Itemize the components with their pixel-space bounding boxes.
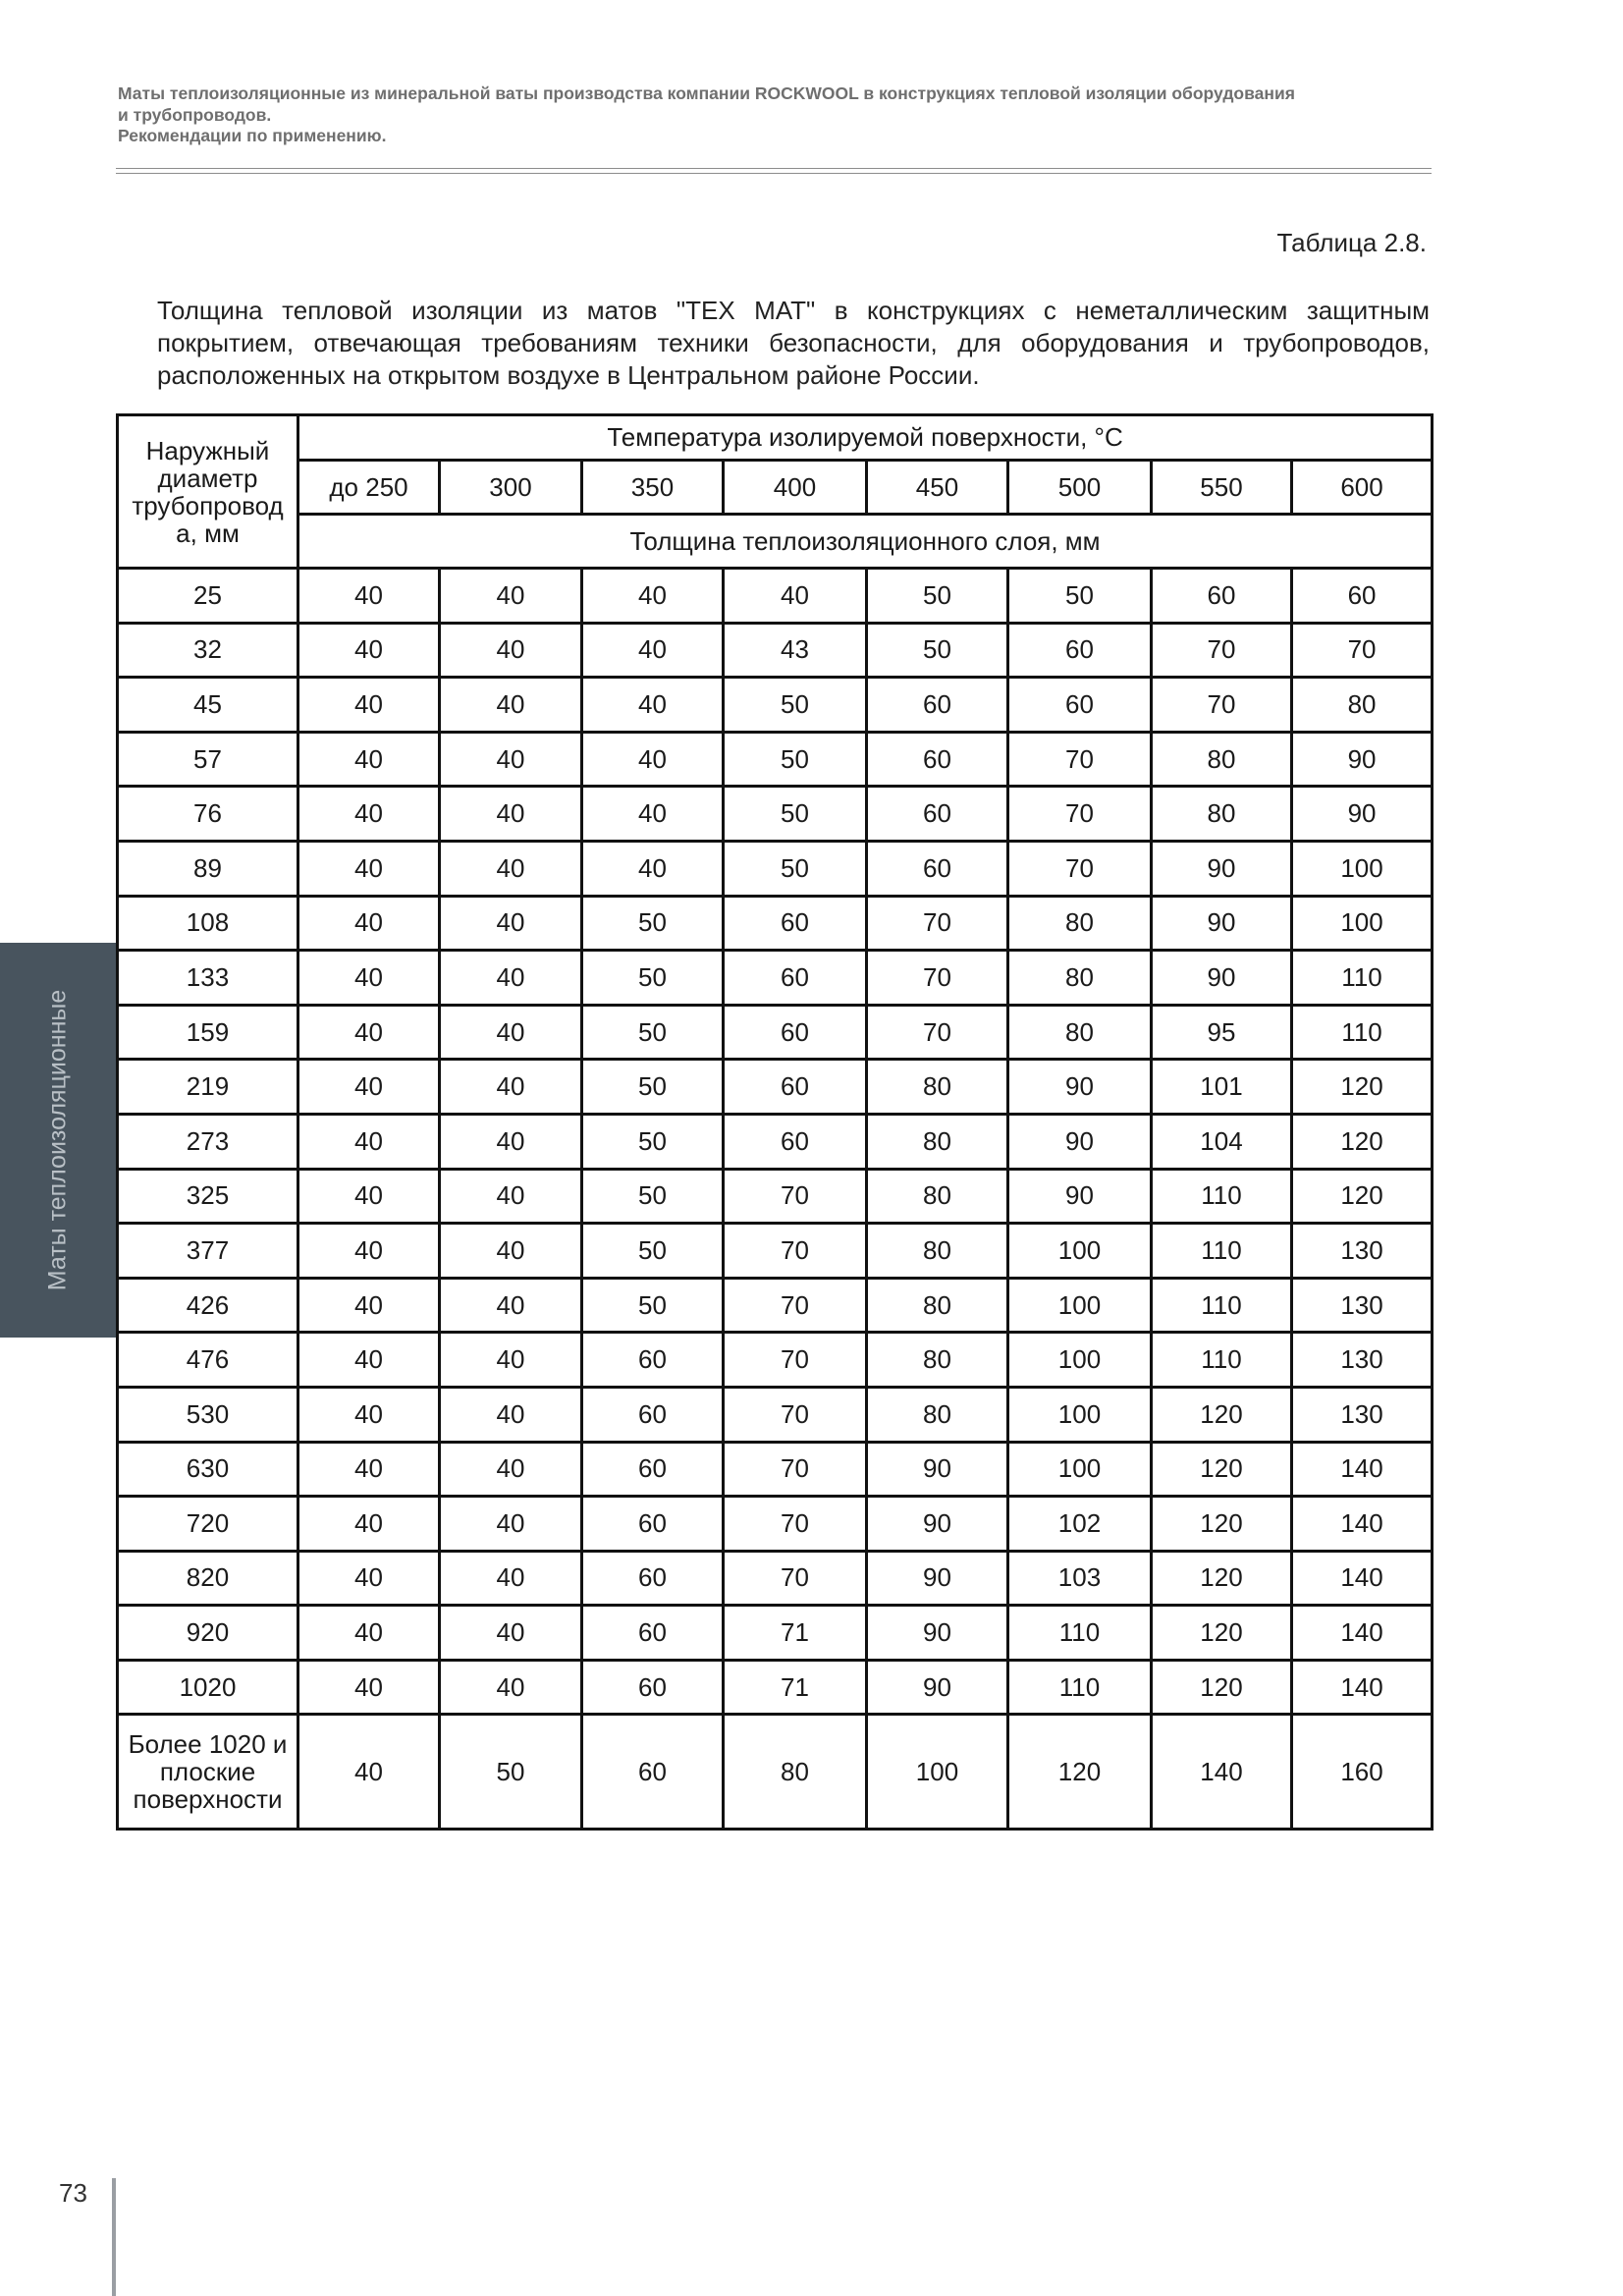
thickness-cell: 60: [582, 1715, 724, 1830]
thickness-cell: 103: [1008, 1551, 1152, 1606]
thickness-cell: 60: [724, 896, 867, 951]
thickness-cell: 100: [1008, 1224, 1152, 1279]
diameter-header-line-2: диаметр: [157, 463, 258, 493]
thickness-cell: 40: [440, 1551, 582, 1606]
table-row: [118, 1224, 1433, 1279]
diameter-cell: 76: [118, 787, 298, 842]
thickness-cell: 70: [1292, 623, 1433, 678]
thickness-cell: 40: [440, 1169, 582, 1224]
page-number: 73: [59, 2178, 87, 2208]
side-section-tab-label: Маты теплоизоляционные: [43, 989, 72, 1291]
thickness-cell: 40: [440, 569, 582, 624]
thickness-cell: 40: [298, 1497, 440, 1552]
thickness-cell: 40: [440, 1497, 582, 1552]
table-number: Таблица 2.8.: [1276, 228, 1427, 257]
diameter-cell: 32: [118, 623, 298, 678]
diameter-cell: 25: [118, 569, 298, 624]
thickness-cell: 40: [298, 732, 440, 787]
thickness-cell: 70: [724, 1551, 867, 1606]
thickness-cell: 40: [440, 951, 582, 1006]
diameter-header-line-4: а, мм: [176, 518, 240, 548]
thickness-cell: 60: [582, 1497, 724, 1552]
diameter-cell: 720: [118, 1497, 298, 1552]
table-row: [118, 951, 1433, 1006]
diameter-cell: 530: [118, 1387, 298, 1442]
table-row: [118, 732, 1433, 787]
thickness-cell: 60: [1292, 569, 1433, 624]
thickness-cell: 140: [1292, 1660, 1433, 1715]
thickness-cell: 40: [582, 678, 724, 733]
running-header-line-3: Рекомендации по применению.: [118, 126, 387, 145]
thickness-cell: 40: [724, 569, 867, 624]
thickness-cell: 60: [582, 1333, 724, 1388]
thickness-cell: 110: [1292, 951, 1433, 1006]
thickness-cell: 80: [867, 1387, 1008, 1442]
thickness-cell: 70: [1008, 841, 1152, 896]
temperature-header-cell: 400: [724, 461, 867, 515]
thickness-cell: 40: [440, 1005, 582, 1060]
thickness-cell: 50: [582, 1224, 724, 1279]
thickness-cell: 60: [724, 1005, 867, 1060]
thickness-cell: 40: [298, 1387, 440, 1442]
thickness-cell: 70: [1152, 678, 1292, 733]
thickness-cell: 90: [1008, 1060, 1152, 1115]
thickness-cell: 80: [1152, 732, 1292, 787]
thickness-cell: 50: [582, 896, 724, 951]
thickness-cell: 90: [867, 1551, 1008, 1606]
flat-surfaces-label-line: Более 1020 и: [128, 1729, 288, 1760]
thickness-cell: 40: [298, 569, 440, 624]
diameter-cell: 426: [118, 1278, 298, 1333]
table-row-flat-surfaces: [118, 1715, 1433, 1830]
thickness-cell: 110: [1152, 1278, 1292, 1333]
thickness-cell: 50: [440, 1715, 582, 1830]
temperature-header-cell: 300: [440, 461, 582, 515]
thickness-cell: 40: [298, 896, 440, 951]
thickness-cell: 43: [724, 623, 867, 678]
thickness-cell: 110: [1008, 1660, 1152, 1715]
thickness-cell: 40: [298, 1060, 440, 1115]
thickness-cell: 60: [1008, 623, 1152, 678]
thickness-cell: 70: [724, 1442, 867, 1497]
thickness-cell: 71: [724, 1660, 867, 1715]
thickness-cell: 100: [867, 1715, 1008, 1830]
thickness-cell: 90: [1008, 1114, 1152, 1169]
temperature-header-cell: 350: [582, 461, 724, 515]
thickness-cell: 120: [1152, 1497, 1292, 1552]
thickness-cell: 50: [582, 1060, 724, 1115]
thickness-cell: 70: [724, 1333, 867, 1388]
thickness-cell: 120: [1152, 1606, 1292, 1661]
thickness-cell: 95: [1152, 1005, 1292, 1060]
table-caption: [157, 295, 1430, 392]
thickness-cell: 100: [1008, 1333, 1152, 1388]
thickness-cell: 70: [724, 1387, 867, 1442]
thickness-cell: 80: [867, 1169, 1008, 1224]
thickness-cell: 40: [298, 1660, 440, 1715]
thickness-cell: 90: [1292, 787, 1433, 842]
thickness-cell: 40: [440, 1606, 582, 1661]
table-row: [118, 1497, 1433, 1552]
thickness-cell: 40: [298, 841, 440, 896]
flat-surfaces-label-cell: [118, 1715, 298, 1830]
thickness-cell: 120: [1292, 1060, 1433, 1115]
thickness-cell: 100: [1292, 841, 1433, 896]
thickness-cell: 160: [1292, 1715, 1433, 1830]
thickness-cell: 40: [440, 841, 582, 896]
running-header-line-2: и трубопроводов.: [118, 104, 272, 125]
thickness-cell: 90: [867, 1606, 1008, 1661]
header-rule-bottom: [116, 173, 1432, 174]
thickness-cell: 40: [440, 1060, 582, 1115]
thickness-cell: 40: [440, 1278, 582, 1333]
thickness-cell: 60: [582, 1551, 724, 1606]
thickness-cell: 40: [298, 1224, 440, 1279]
thickness-cell: 110: [1152, 1333, 1292, 1388]
table-row: [118, 1169, 1433, 1224]
insulation-thickness-table: [116, 413, 1434, 1831]
thickness-cell: 80: [1008, 1005, 1152, 1060]
temperature-header-cell: до 250: [298, 461, 440, 515]
table-row: [118, 1333, 1433, 1388]
diameter-cell: 1020: [118, 1660, 298, 1715]
thickness-cell: 40: [582, 569, 724, 624]
table-row: [118, 1551, 1433, 1606]
thickness-cell: 70: [724, 1224, 867, 1279]
diameter-cell: 45: [118, 678, 298, 733]
thickness-cell: 40: [440, 623, 582, 678]
thickness-cell: 60: [867, 787, 1008, 842]
thickness-cell: 40: [582, 787, 724, 842]
header-rule-top: [116, 168, 1432, 169]
thickness-cell: 60: [724, 1060, 867, 1115]
table-row: [118, 841, 1433, 896]
diameter-cell: 476: [118, 1333, 298, 1388]
thickness-cell: 40: [440, 787, 582, 842]
thickness-cell: 60: [582, 1606, 724, 1661]
thickness-cell: 40: [582, 623, 724, 678]
thickness-cell: 40: [298, 951, 440, 1006]
thickness-cell: 50: [724, 678, 867, 733]
diameter-column-header: [118, 415, 298, 569]
temperature-header-cell: 500: [1008, 461, 1152, 515]
temperature-header-cell: 600: [1292, 461, 1433, 515]
thickness-cell: 110: [1152, 1224, 1292, 1279]
thickness-cell: 40: [440, 1333, 582, 1388]
thickness-cell: 120: [1292, 1114, 1433, 1169]
thickness-cell: 70: [867, 951, 1008, 1006]
thickness-cell: 50: [582, 1005, 724, 1060]
thickness-cell: 40: [298, 1551, 440, 1606]
thickness-cell: 40: [582, 841, 724, 896]
thickness-cell: 40: [298, 1169, 440, 1224]
thickness-cell: 60: [1152, 569, 1292, 624]
thickness-cell: 140: [1292, 1497, 1433, 1552]
diameter-cell: 57: [118, 732, 298, 787]
running-header-line-1: Маты теплоизоляционные из минеральной ваты производства компании ROCKWOOL в конструкциях тепловой изоляции оборудования: [118, 83, 1295, 103]
thickness-cell: 90: [1152, 896, 1292, 951]
diameter-cell: 630: [118, 1442, 298, 1497]
thickness-cell: 50: [1008, 569, 1152, 624]
thickness-cell: 90: [1152, 841, 1292, 896]
thickness-cell: 90: [867, 1660, 1008, 1715]
flat-surfaces-label-line: плоские: [159, 1757, 256, 1787]
thickness-cell: 40: [298, 1005, 440, 1060]
thickness-cell: 70: [1008, 787, 1152, 842]
thickness-cell: 100: [1292, 896, 1433, 951]
thickness-cell: 70: [867, 1005, 1008, 1060]
thickness-cell: 101: [1152, 1060, 1292, 1115]
thickness-cell: 50: [724, 732, 867, 787]
table-row: [118, 1005, 1433, 1060]
thickness-cell: 120: [1292, 1169, 1433, 1224]
diameter-header-line-1: Наружный: [145, 435, 270, 465]
thickness-cell: 100: [1008, 1387, 1152, 1442]
table-row: [118, 1606, 1433, 1661]
thickness-cell: 40: [298, 623, 440, 678]
thickness-cell: 50: [867, 623, 1008, 678]
thickness-cell: 60: [724, 951, 867, 1006]
thickness-cell: 130: [1292, 1387, 1433, 1442]
table-row: [118, 623, 1433, 678]
thickness-cell: 50: [724, 841, 867, 896]
table-row: [118, 1060, 1433, 1115]
thickness-cell: 110: [1152, 1169, 1292, 1224]
thickness-cell: 70: [867, 896, 1008, 951]
thickness-cell: 80: [867, 1060, 1008, 1115]
thickness-cell: 80: [1292, 678, 1433, 733]
temperature-header-cell: 550: [1152, 461, 1292, 515]
table-row: [118, 1442, 1433, 1497]
thickness-cell: 80: [867, 1278, 1008, 1333]
thickness-cell: 120: [1152, 1551, 1292, 1606]
diameter-cell: 820: [118, 1551, 298, 1606]
thickness-cell: 80: [1152, 787, 1292, 842]
thickness-cell: 40: [298, 1333, 440, 1388]
thickness-cell: 50: [582, 1169, 724, 1224]
table-row: [118, 1114, 1433, 1169]
thickness-cell: 50: [724, 787, 867, 842]
page-number-rule: [112, 2178, 116, 2296]
thickness-cell: 71: [724, 1606, 867, 1661]
thickness-cell: 140: [1152, 1715, 1292, 1830]
running-header: [118, 83, 1432, 147]
temperature-header-cell: 450: [867, 461, 1008, 515]
thickness-cell: 80: [1008, 896, 1152, 951]
thickness-cell: 120: [1152, 1660, 1292, 1715]
thickness-cell: 60: [867, 678, 1008, 733]
table-row: [118, 1387, 1433, 1442]
thickness-cell: 40: [298, 1278, 440, 1333]
thickness-cell: 40: [298, 1114, 440, 1169]
thickness-cell: 40: [298, 1606, 440, 1661]
thickness-cell: 70: [724, 1278, 867, 1333]
thickness-cell: 40: [440, 1114, 582, 1169]
thickness-cell: 130: [1292, 1224, 1433, 1279]
thickness-cell: 140: [1292, 1442, 1433, 1497]
thickness-cell: 60: [1008, 678, 1152, 733]
thickness-cell: 40: [440, 1224, 582, 1279]
side-section-tab: [0, 943, 116, 1338]
table-row: [118, 787, 1433, 842]
temperature-group-header: Температура изолируемой поверхности, °С: [298, 415, 1433, 461]
table-row: [118, 678, 1433, 733]
thickness-cell: 40: [298, 678, 440, 733]
diameter-cell: 108: [118, 896, 298, 951]
thickness-cell: 40: [440, 1660, 582, 1715]
diameter-cell: 920: [118, 1606, 298, 1661]
thickness-cell: 40: [298, 1442, 440, 1497]
thickness-cell: 102: [1008, 1497, 1152, 1552]
thickness-cell: 80: [724, 1715, 867, 1830]
thickness-cell: 90: [867, 1442, 1008, 1497]
thickness-cell: 110: [1292, 1005, 1433, 1060]
thickness-cell: 120: [1152, 1387, 1292, 1442]
table-row: [118, 569, 1433, 624]
table-row: [118, 896, 1433, 951]
flat-surfaces-label-line: поверхности: [133, 1784, 283, 1815]
diameter-cell: 325: [118, 1169, 298, 1224]
thickness-cell: 100: [1008, 1278, 1152, 1333]
thickness-cell: 50: [582, 951, 724, 1006]
thickness-cell: 50: [582, 1278, 724, 1333]
thickness-cell: 90: [1292, 732, 1433, 787]
thickness-cell: 120: [1008, 1715, 1152, 1830]
thickness-cell: 80: [867, 1333, 1008, 1388]
thickness-cell: 100: [1008, 1442, 1152, 1497]
thickness-cell: 70: [1008, 732, 1152, 787]
diameter-cell: 219: [118, 1060, 298, 1115]
diameter-cell: 89: [118, 841, 298, 896]
thickness-cell: 130: [1292, 1333, 1433, 1388]
thickness-cell: 130: [1292, 1278, 1433, 1333]
thickness-cell: 40: [582, 732, 724, 787]
thickness-cell: 40: [440, 678, 582, 733]
thickness-cell: 90: [1008, 1169, 1152, 1224]
thickness-cell: 40: [440, 1442, 582, 1497]
table-row: [118, 1278, 1433, 1333]
thickness-cell: 60: [867, 841, 1008, 896]
thickness-cell: 104: [1152, 1114, 1292, 1169]
diameter-cell: 159: [118, 1005, 298, 1060]
thickness-cell: 90: [1152, 951, 1292, 1006]
caption-line-2: покрытием, отвечающая требованиям техники безопасности, для оборудования и трубопроводов,: [157, 328, 1430, 357]
thickness-cell: 60: [582, 1442, 724, 1497]
thickness-cell: 140: [1292, 1551, 1433, 1606]
thickness-group-header: Толщина теплоизоляционного слоя, мм: [298, 515, 1433, 569]
thickness-cell: 40: [440, 896, 582, 951]
thickness-cell: 90: [867, 1497, 1008, 1552]
thickness-cell: 40: [440, 732, 582, 787]
thickness-cell: 70: [1152, 623, 1292, 678]
thickness-cell: 70: [724, 1497, 867, 1552]
thickness-cell: 60: [867, 732, 1008, 787]
thickness-cell: 140: [1292, 1606, 1433, 1661]
diameter-cell: 377: [118, 1224, 298, 1279]
diameter-header-line-3: трубопровод: [132, 490, 284, 520]
thickness-cell: 50: [867, 569, 1008, 624]
table-row: [118, 1660, 1433, 1715]
thickness-cell: 120: [1152, 1442, 1292, 1497]
thickness-cell: 80: [1008, 951, 1152, 1006]
thickness-cell: 40: [298, 787, 440, 842]
thickness-cell: 40: [298, 1715, 440, 1830]
thickness-cell: 70: [724, 1169, 867, 1224]
diameter-cell: 273: [118, 1114, 298, 1169]
thickness-cell: 60: [724, 1114, 867, 1169]
thickness-cell: 40: [440, 1387, 582, 1442]
caption-line-1: Толщина тепловой изоляции из матов "ТЕХ МАТ" в конструкциях с неметаллическим защитным: [157, 296, 1430, 325]
caption-line-3: расположенных на открытом воздухе в Центральном районе России.: [157, 360, 980, 390]
thickness-cell: 60: [582, 1660, 724, 1715]
thickness-cell: 50: [582, 1114, 724, 1169]
thickness-cell: 110: [1008, 1606, 1152, 1661]
thickness-cell: 80: [867, 1224, 1008, 1279]
thickness-cell: 80: [867, 1114, 1008, 1169]
diameter-cell: 133: [118, 951, 298, 1006]
thickness-cell: 60: [582, 1387, 724, 1442]
